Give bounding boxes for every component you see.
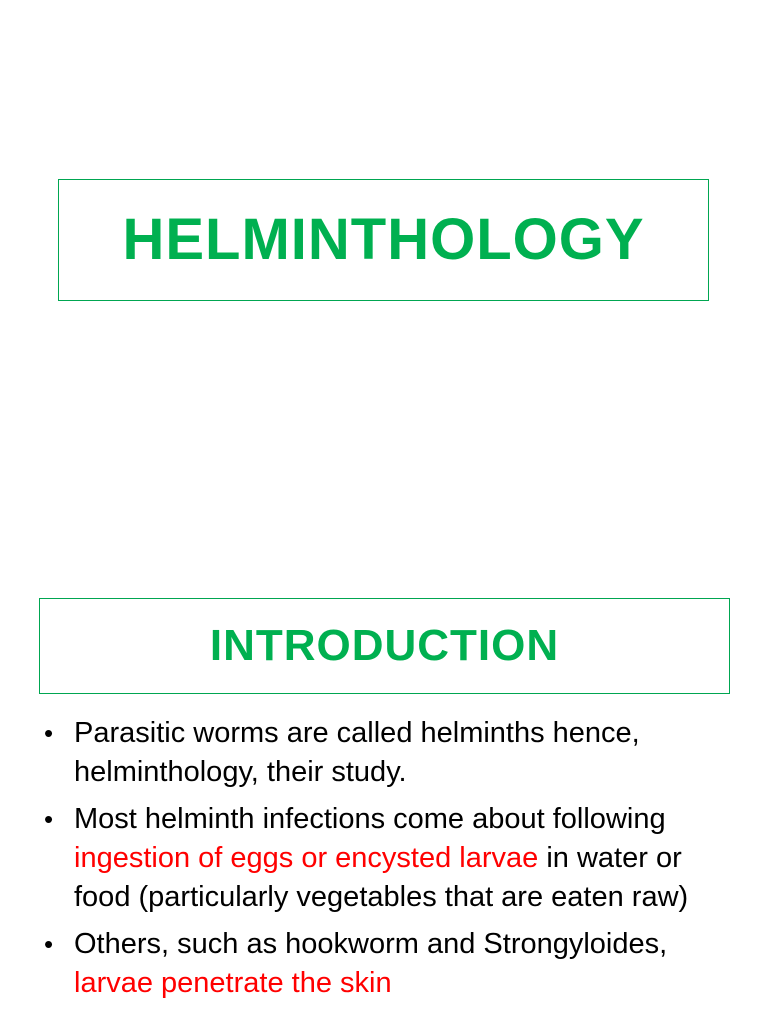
bullet-dot: • [44, 718, 54, 748]
bullet-text-segment: Most helminth infections come about following [74, 803, 666, 835]
bullet-dot: • [44, 804, 54, 834]
highlighted-text-segment: ingestion of eggs or encysted larvae [74, 842, 539, 874]
bullet-dot: • [44, 929, 54, 959]
title-box [58, 179, 709, 301]
bullet-item [40, 714, 740, 792]
highlighted-text-segment: larvae penetrate the skin [74, 967, 392, 999]
bullet-text-segment: in water or food (particularly vegetables that are eaten raw) [74, 842, 689, 913]
bullet-item [40, 925, 740, 1003]
intro-heading-box [39, 598, 730, 694]
bullet-list [40, 714, 740, 1011]
slide-title: HELMINTHOLOGY [122, 207, 645, 272]
bullet-item [40, 800, 740, 917]
bullet-text-segment: Others, such as hookworm and Strongyloides, [74, 928, 668, 960]
bullet-text-segment: Parasitic worms are called helminths hence, helminthology, their study. [74, 717, 640, 788]
intro-heading: INTRODUCTION [209, 621, 560, 670]
